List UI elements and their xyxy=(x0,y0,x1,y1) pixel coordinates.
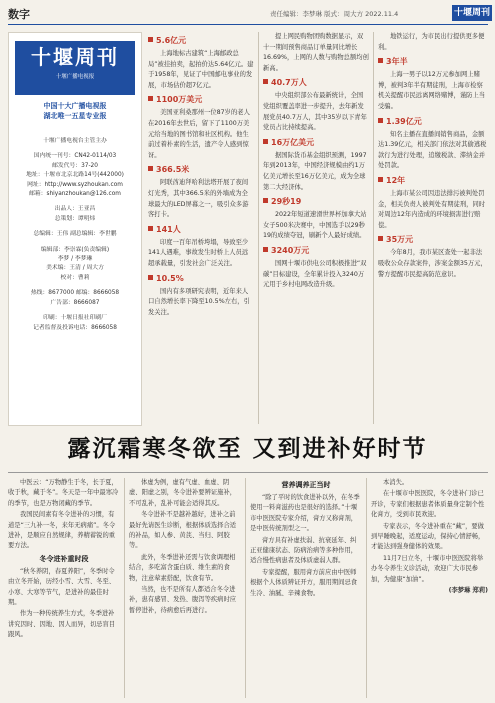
article-column-4 xyxy=(371,478,488,698)
news-column-3 xyxy=(378,32,488,424)
stat-heading: 29秒19 xyxy=(271,197,302,207)
column-divider xyxy=(258,32,259,424)
article-subheading: 冬令进补重时段 xyxy=(39,554,89,563)
masthead-info-line: 广告部：8666087 xyxy=(50,299,100,306)
stat-heading-row xyxy=(148,164,254,176)
article-column-2 xyxy=(129,478,241,698)
bullet-square-icon xyxy=(378,118,383,123)
article-paragraph: 体虚为例，虚有气虚、血虚、阴虚、阳虚之别，冬令进补要辨证施补，不可乱补，乱补可能会适得其反。 xyxy=(129,479,237,507)
bullet-square-icon xyxy=(378,177,383,182)
stat-heading-row xyxy=(148,224,254,236)
masthead-info-line: 热线：8677000 邮编：8666058 xyxy=(30,290,120,297)
article-headline: 露沉霜寒冬欲至 又到进补好时节 xyxy=(67,435,428,462)
article-column-1 xyxy=(8,478,120,698)
article-paragraph: “除了平时的饮食进补以外，在冬季使用一料膏滋药也是很好的选择。”十堰市中医医院专家介绍，膏方又称膏剂，是中医传统剂型之一。 xyxy=(250,494,360,533)
article-paragraph: 此外，冬季进补还需与饮食调理相结合，多吃富含蛋白质、维生素的食物，注意荤素搭配，饮食有节。 xyxy=(129,553,236,582)
section-tag: 数字 xyxy=(8,8,30,21)
masthead-org xyxy=(17,101,133,121)
masthead-org-line: 湖北唯一五星专业报 xyxy=(43,111,107,120)
bullet-square-icon xyxy=(148,166,153,171)
news-paragraph: 2022年短道速滑世界杯加拿大站女子500米决赛中，中国选手以29秒19的成绩夺冠，刷新个人最好成绩。 xyxy=(263,211,367,240)
stat-heading: 5.6亿元 xyxy=(156,36,187,45)
masthead-subtitle: 十堰广播电视报 xyxy=(55,74,95,80)
masthead-info-line: 总策划：谭明炜 xyxy=(54,215,96,222)
bullet-square-icon xyxy=(263,247,268,252)
news-paragraph: 印度一百年吊桥垮塌，导致至少141人遇难，事故发生时桥上人员远超承载量，引发社会广泛关注。 xyxy=(148,238,249,267)
masthead-logo xyxy=(15,41,135,95)
bullet-square-icon xyxy=(148,226,153,231)
header-rule xyxy=(8,24,488,25)
stat-heading: 40.7万人 xyxy=(271,78,307,88)
stat-heading-row xyxy=(378,234,488,246)
stat-heading: 3240万元 xyxy=(271,245,310,255)
stat-heading-row xyxy=(263,245,369,257)
masthead-info-line: 国内统一刊号：CN42-0114/03 xyxy=(33,153,117,160)
stat-heading-row xyxy=(148,94,254,106)
stat-heading: 366.5米 xyxy=(156,165,190,175)
news-paragraph: 提上网民购物团购数据显示，双十一期间预售商品订单量同比增长16.69%，上网的人数与购物总额均创新高。 xyxy=(263,33,369,72)
news-column-2 xyxy=(263,32,369,424)
masthead-info-line: 记者监督及投诉电话：8666058 xyxy=(33,324,117,331)
masthead-info-line: 编辑部：李崇霖(负责编辑) xyxy=(40,246,110,253)
news-paragraph: 今年8月，我市某区查处一起非法吸收公众存款案件，涉案金额35万元，警方提醒市民提高防范意识。 xyxy=(378,249,487,278)
column-divider xyxy=(124,478,125,698)
masthead-info-line: 李梦 / 李梦琳 xyxy=(57,256,93,263)
article-subheading: 营养调养正当时 xyxy=(281,481,331,489)
column-divider xyxy=(373,32,374,424)
article-paragraph: 专家提醒，服用膏方前应由中医师根据个人体质辨证开方，服用期间忌食生冷、油腻、辛辣食物。 xyxy=(250,568,358,597)
stat-heading: 10.5% xyxy=(156,273,184,283)
news-paragraph: 国内有多项研究表明，近年来人口自然增长率下降至10.5%左右，引发关注。 xyxy=(148,287,250,316)
news-paragraph: 知名主播在直播间销售商品，金额达1.39亿元，相关部门依法对其偷逃税款行为进行处理，追缴税款、滞纳金并处罚款。 xyxy=(378,130,487,170)
masthead-info-line: 出品人：王亚昌 xyxy=(54,206,96,213)
news-paragraph: 上海地标古建筑“上海邮政总局”被挂拍卖，起拍价达5.64亿元。建于1958年，见证了中国邮电事业的发展，市场估价超7亿元。 xyxy=(148,50,254,89)
stat-heading: 1.39亿元 xyxy=(386,116,422,126)
bullet-square-icon xyxy=(263,198,268,203)
bullet-square-icon xyxy=(263,139,268,144)
editor-line: 责任编辑：李梦琳 版式：周大方 2022.11.4 xyxy=(270,10,399,18)
masthead-info-line: 总编辑：王伟 副总编辑：李世鹏 xyxy=(33,231,117,238)
column-divider xyxy=(366,478,367,698)
news-paragraph: 阿联酋迪拜哈利法塔开展了夜间灯光秀，其中366.5米的外墙成为全球最大的LED屏幕之一，吸引众多游客打卡。 xyxy=(148,179,249,219)
article-paragraph: 膏方具有补虚扶弱、抗衰延年、纠正亚健康状态、防病治病等多种作用，适合慢性病患者及体质虚弱人群。 xyxy=(250,536,358,565)
stat-heading-row xyxy=(148,273,254,285)
article-byline: (李梦琳 郑莉) xyxy=(448,587,488,595)
masthead-org-line: 中国十大广播电视报 xyxy=(43,101,107,110)
masthead-info-line: 印刷：十堰日报社印刷厂 xyxy=(43,315,107,322)
stat-heading: 35万元 xyxy=(386,235,414,245)
news-paragraph: 国网十堰市供电公司积极推进“双碳”目标建设，全年累计投入3240万元用于乡村电网改造升级。 xyxy=(263,259,367,289)
bullet-square-icon xyxy=(378,236,383,241)
stat-heading: 1100万美元 xyxy=(156,95,203,105)
article-paragraph: 11月7日立冬，十堰市中医医院将举办冬令养生义诊活动，欢迎广大市民参加，为健康“加油”。 xyxy=(371,554,484,583)
masthead-info-line: 网址：http://www.syzhoukan.com xyxy=(27,181,123,188)
masthead-info-line: 美术编：王清 / 周大方 xyxy=(46,265,104,272)
masthead-info-line: 邮箱：shiyanzhoukan@126.com xyxy=(29,191,121,198)
masthead-info-line: 校对：曹莉 xyxy=(60,274,90,281)
stat-heading: 12年 xyxy=(386,175,406,185)
article-paragraph: 本消失。 xyxy=(383,479,409,486)
masthead-panel xyxy=(8,32,142,426)
masthead-info-line: 十堰广播电视台主管主办 xyxy=(43,138,107,144)
stat-heading-row xyxy=(263,77,369,89)
news-paragraph: 美国亚利桑那州一位87岁的老人在2016年去世后，留下了1100万美元给当地的图书馆和社区机构。他生前过着朴素的生活，遗产令人感到惊讶。 xyxy=(148,109,250,159)
article-paragraph: 当然，也不是所有人都适合冬令进补，患有感冒、发热、腹泻等疾病时应暂停进补，待病愈后再进行。 xyxy=(129,586,237,614)
masthead-info xyxy=(15,137,135,333)
news-paragraph: 中央组织部公布最新统计，全国党组织覆盖率进一步提升，去年新发展党员40.7万人，其中35岁以下青年党员占比持续提高。 xyxy=(263,92,367,132)
bullet-square-icon xyxy=(378,58,383,63)
news-column-1 xyxy=(148,32,254,424)
news-paragraph: 地铁运行，为市民出行提供更多便利。 xyxy=(378,33,485,51)
stat-heading-row xyxy=(378,56,488,68)
stat-heading: 16万亿美元 xyxy=(271,137,315,147)
article-paragraph: 在十堰市中医医院，冬令进补门诊已开诊，专家们根据患者体质量身定制个性化膏方，受到市民欢迎。 xyxy=(371,490,485,519)
news-paragraph: 上海一男子以12万元参加网上赌博，被判3年半有期徒刑，上海市检察机关提醒市民远离网络赌博，谨防上当受骗。 xyxy=(378,71,486,110)
stat-heading-row xyxy=(148,35,254,47)
stat-heading: 3年半 xyxy=(386,57,408,67)
header-logo: 十堰周刊 xyxy=(452,5,492,21)
news-paragraph: 上海市某公司因违法排污被判处罚金，相关负责人被判处有期徒刑，同时对周边12年内造成的环境损害进行赔偿。 xyxy=(378,189,486,229)
headline-rule xyxy=(8,472,488,473)
article-paragraph: 冬令进补不是越补越好，进补之前最好先请医生诊断，根据体质选择合适的补品，如人参、黄芪、当归、阿胶等。 xyxy=(129,511,237,550)
article-column-3 xyxy=(250,478,362,698)
bullet-square-icon xyxy=(263,79,268,84)
stat-heading-row xyxy=(263,137,369,149)
bullet-square-icon xyxy=(148,275,153,280)
masthead-title: 十堰周刊 xyxy=(31,45,119,69)
column-divider xyxy=(245,478,246,698)
article-paragraph: 我国民间素有冬令进补的习惯，有道是“三九补一冬，来年无病痛”。冬令进补，是顺应自然规律，养精蓄锐的重要方法。 xyxy=(8,511,116,550)
bullet-square-icon xyxy=(148,37,153,42)
stat-heading: 141人 xyxy=(156,224,181,234)
stat-heading-row xyxy=(378,175,488,187)
article-paragraph: “秋冬养阴，春夏养阳”，冬季时令由立冬开始，历经小雪、大雪、冬至、小寒、大寒等节气，是进补的最佳时期。 xyxy=(8,567,116,607)
news-paragraph: 据国际货币基金组织预测，1997年到2013年，中国经济规模由约1万亿美元增长至16万亿美元，成为全球第二大经济体。 xyxy=(263,151,367,191)
article-paragraph: 专家表示，冬令进补重在“藏”，要做到早睡晚起，适度运动，保持心情舒畅，才能达到强身健体的效果。 xyxy=(371,522,485,551)
masthead-info-line: 邮发代号：37-20 xyxy=(52,162,98,169)
stat-heading-row xyxy=(263,196,369,208)
masthead-info-line: 地址：十堰市北京北路14号(442000) xyxy=(26,172,124,179)
article-paragraph: 中医云：“万物静生于冬，长于夏，收于秋，藏于冬”。冬天是一年中最寒冷的季节，也是万物闭藏的季节。 xyxy=(8,479,119,507)
bullet-square-icon xyxy=(148,96,153,101)
article-paragraph: 作为一种传统养生方式，冬季进补讲究因时、因地、因人而异，切忌盲目跟风。 xyxy=(8,610,116,639)
stat-heading-row xyxy=(378,116,488,128)
page-header xyxy=(0,0,495,26)
